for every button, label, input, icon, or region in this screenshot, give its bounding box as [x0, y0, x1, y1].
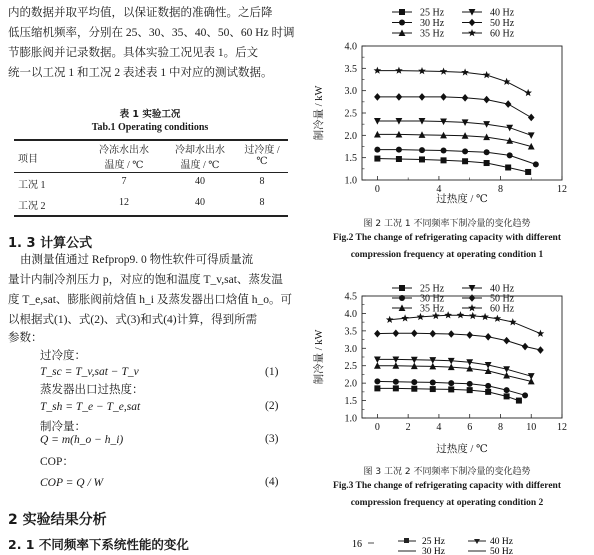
- table-bottom-rule: [14, 215, 288, 217]
- legend-marker: [399, 285, 405, 291]
- data-point: [419, 147, 425, 153]
- data-point: [440, 93, 447, 101]
- x-tick-label: 0: [374, 422, 380, 433]
- y-tick-label: 2.5: [344, 108, 357, 120]
- fig4-ytick-16: 16: [352, 539, 362, 550]
- data-point: [401, 314, 409, 321]
- fig3-caption-en-2: compression frequency at operating condition 2: [350, 498, 544, 508]
- formula-1-expr: T_sc = T_v,sat − T_v: [40, 366, 139, 378]
- x-tick-label: 0: [374, 184, 380, 195]
- table-row-2-cooling: 40: [195, 197, 205, 208]
- table-title-en: Tab.1 Operating conditions: [91, 122, 209, 133]
- data-point: [505, 100, 512, 108]
- table-header-cooling: 冷却水出水: [175, 145, 225, 156]
- table-header-subcool-unit: ℃: [256, 156, 268, 167]
- x-tick-label: 12: [557, 422, 567, 433]
- legend-label: 35 Hz: [420, 303, 445, 315]
- x-tick-label: 12: [557, 184, 567, 195]
- legend-marker: [399, 295, 405, 301]
- legend-marker: [468, 29, 476, 36]
- data-point: [430, 386, 436, 392]
- data-point: [374, 93, 381, 101]
- table-header-chilled: 冷冻水出水: [99, 145, 149, 156]
- data-point: [374, 147, 380, 153]
- formula-1-number: (1): [265, 366, 279, 378]
- formula-4-label: COP：: [40, 456, 74, 468]
- data-point: [503, 78, 511, 85]
- data-point: [386, 316, 394, 323]
- data-point: [411, 329, 418, 337]
- legend-label: 30 Hz: [420, 18, 445, 29]
- table-header-subcool: 过冷度 /: [244, 145, 280, 156]
- fig4-legend-40: 40 Hz: [490, 537, 513, 547]
- data-point: [466, 331, 473, 339]
- x-tick-label: 4: [436, 184, 442, 195]
- table-row-2-label: 工况 2: [18, 201, 46, 212]
- x-tick-label: 2: [405, 422, 411, 433]
- fig4-legend-30: 30 Hz: [422, 547, 445, 555]
- data-point: [462, 94, 469, 102]
- data-point: [448, 380, 454, 386]
- data-point: [481, 313, 489, 320]
- legend-label: 25 Hz: [420, 283, 445, 295]
- intro-line-4: 统一以工况 1 和工况 2 表述表 1 中对应的测试数据。: [8, 67, 273, 79]
- data-point: [484, 149, 490, 155]
- data-point: [396, 147, 402, 153]
- table-mid-rule: [14, 172, 288, 173]
- table-header-item: 项目: [18, 154, 38, 165]
- data-point: [429, 330, 436, 338]
- legend-label: 40 Hz: [490, 283, 515, 295]
- table-row-2-subcool: 8: [259, 197, 265, 208]
- formula-1-label: 过冷度：: [40, 350, 86, 362]
- data-point: [411, 386, 417, 392]
- figure-4-partial: [300, 530, 594, 555]
- data-point: [448, 386, 454, 392]
- chart-fig2: [300, 0, 594, 210]
- fig4-legend-25: 25 Hz: [422, 537, 445, 547]
- data-point: [393, 385, 399, 391]
- data-point: [528, 373, 535, 380]
- legend-label: 50 Hz: [490, 18, 515, 29]
- formula-3-expr: Q = m(h_o − h_i): [40, 434, 124, 446]
- fig2-caption-cn: 图 2 工况 1 不同频率下制冷量的变化趋势: [363, 219, 531, 229]
- table-row-1-cooling: 40: [195, 176, 205, 187]
- formula-3-number: (3): [265, 433, 279, 445]
- intro-line-2: 低压缩机频率，分别在 25、30、35、40、50、60 Hz 时调: [8, 27, 295, 39]
- formula-2-label: 蒸发器出口过热度：: [40, 384, 144, 396]
- section-heading-2-1: 2. 1 不同频率下系统性能的变化: [8, 537, 189, 552]
- formula-3-label: 制冷量：: [40, 421, 86, 433]
- data-point: [507, 152, 513, 158]
- y-tick-label: 3.0: [344, 86, 357, 98]
- table-row-1-subcool: 8: [259, 176, 265, 187]
- figure-2: [300, 0, 594, 270]
- x-tick-label: 6: [467, 422, 473, 433]
- figure-3: [300, 278, 594, 518]
- table-row-1-chilled: 7: [121, 176, 127, 187]
- y-tick-label: 1.5: [344, 396, 357, 408]
- legend-label: 50 Hz: [490, 293, 515, 305]
- data-point: [528, 132, 535, 139]
- data-point: [396, 93, 403, 101]
- formula-2-expr: T_sh = T_e − T_e,sat: [40, 401, 141, 413]
- intro-line-1: 内的数据并取平均值，以保证数据的准确性。之后降: [8, 7, 273, 19]
- data-point: [374, 385, 380, 391]
- data-point: [441, 148, 447, 154]
- data-point: [484, 160, 490, 166]
- data-point: [528, 114, 535, 122]
- legend-label: 30 Hz: [420, 293, 445, 305]
- data-point: [393, 379, 399, 385]
- data-point: [448, 330, 455, 338]
- chart-fig3: [300, 278, 594, 458]
- formula-2-number: (2): [265, 400, 279, 412]
- y-tick-label: 3.5: [344, 63, 357, 75]
- data-point: [504, 387, 510, 393]
- data-point: [524, 89, 532, 96]
- section-1-3-line-5: 参数：: [8, 332, 43, 344]
- legend-marker: [399, 20, 405, 26]
- data-point: [509, 318, 517, 325]
- table-header-chilled-unit: 温度 / ℃: [104, 160, 144, 171]
- fig2-caption-en-2: compression frequency at operating condition 1: [350, 250, 544, 260]
- intro-line-3: 节膨胀阀并记录数据。具体实验工况见表 1。后文: [8, 47, 259, 59]
- data-point: [374, 330, 381, 338]
- formula-4-number: (4): [265, 476, 279, 488]
- data-point: [411, 379, 417, 385]
- y-tick-label: 2.0: [344, 378, 357, 390]
- plot-frame: [362, 46, 562, 180]
- data-point: [505, 164, 511, 170]
- legend-label: 25 Hz: [420, 7, 445, 19]
- y-tick-label: 3.0: [344, 343, 357, 355]
- data-point: [537, 346, 544, 354]
- x-tick-label: 10: [526, 422, 537, 433]
- legend-marker: [399, 9, 405, 15]
- y-tick-label: 2.5: [344, 361, 357, 373]
- section-1-3-line-4: 以根据式(1)、式(2)、式(3)和式(4)计算，得到所需: [8, 314, 258, 326]
- legend-label: 60 Hz: [490, 28, 515, 40]
- section-heading-1-3: 1. 3 计算公式: [8, 236, 93, 251]
- x-tick-label: 8: [497, 422, 503, 433]
- data-point: [440, 67, 448, 74]
- data-point: [374, 378, 380, 384]
- data-point: [419, 93, 426, 101]
- data-point: [395, 67, 403, 74]
- y-tick-label: 4.0: [344, 308, 357, 320]
- fig4-legend-marker-25: [404, 538, 409, 543]
- section-1-3-line-2: 量计内制冷剂压力 p，对应的饱和温度 T_v,sat、蒸发温: [8, 274, 283, 286]
- series-line-50hz: [377, 333, 540, 350]
- data-point: [469, 312, 477, 319]
- y-axis-label: 制冷量 / kW: [314, 329, 325, 385]
- data-point: [522, 343, 529, 351]
- legend-marker: [468, 304, 476, 311]
- data-point: [504, 393, 510, 399]
- data-point: [483, 71, 491, 78]
- data-point: [430, 379, 436, 385]
- data-point: [462, 148, 468, 154]
- section-heading-2: 2 实验结果分析: [8, 512, 107, 528]
- data-point: [525, 169, 531, 175]
- y-tick-label: 1.0: [344, 175, 357, 187]
- table-header-cooling-unit: 温度 / ℃: [180, 160, 220, 171]
- x-axis-label: 过热度 / ℃: [436, 194, 488, 205]
- data-point: [503, 337, 510, 345]
- y-tick-label: 4.0: [344, 41, 357, 53]
- data-point: [467, 381, 473, 387]
- data-point: [516, 398, 522, 404]
- data-point: [441, 157, 447, 163]
- x-tick-label: 8: [497, 184, 503, 195]
- data-point: [537, 330, 545, 337]
- legend-label: 60 Hz: [490, 303, 515, 315]
- data-point: [485, 333, 492, 341]
- data-point: [418, 67, 426, 74]
- data-point: [494, 315, 502, 322]
- x-tick-label: 4: [436, 422, 442, 433]
- legend-label: 35 Hz: [420, 28, 445, 40]
- legend-marker: [469, 294, 476, 302]
- data-point: [485, 389, 491, 395]
- data-point: [457, 311, 465, 318]
- data-point: [533, 161, 539, 167]
- series-line-60hz: [390, 315, 541, 333]
- y-axis-label: 制冷量 / kW: [314, 85, 325, 141]
- y-tick-label: 1.0: [344, 413, 357, 425]
- x-axis-label: 过热度 / ℃: [436, 444, 488, 455]
- data-point: [483, 96, 490, 104]
- data-point: [444, 311, 452, 318]
- fig3-caption-en-1: Fig.3 The change of refrigerating capacity with different: [333, 481, 561, 491]
- fig4-legend-50: 50 Hz: [490, 547, 513, 555]
- data-point: [374, 156, 380, 162]
- data-point: [393, 329, 400, 337]
- data-point: [467, 387, 473, 393]
- y-tick-label: 2.0: [344, 130, 357, 142]
- formula-4-expr: COP = Q / W: [40, 477, 104, 489]
- fig3-caption-cn: 图 3 工况 2 不同频率下制冷量的变化趋势: [363, 467, 531, 477]
- y-tick-label: 4.5: [344, 291, 357, 303]
- y-tick-label: 1.5: [344, 153, 357, 165]
- fig2-caption-en-1: Fig.2 The change of refrigerating capacity with different: [333, 233, 561, 243]
- data-point: [522, 392, 528, 398]
- data-point: [462, 158, 468, 164]
- legend-label: 40 Hz: [490, 7, 515, 19]
- data-point: [485, 383, 491, 389]
- legend-marker: [469, 19, 476, 27]
- table-row-1-label: 工况 1: [18, 180, 46, 191]
- data-point: [374, 67, 382, 74]
- section-1-3-line-3: 度 T_e,sat、膨胀阀前焓值 h_i 及蒸发器出口焓值 h_o。可: [8, 294, 292, 306]
- table-title-cn: 表 1 实验工况: [119, 109, 181, 120]
- section-1-3-line-1: 由测量值通过 Refprop9. 0 物性软件可得质量流: [20, 254, 254, 266]
- data-point: [419, 156, 425, 162]
- data-point: [461, 68, 469, 75]
- y-tick-label: 3.5: [344, 326, 357, 338]
- table-row-2-chilled: 12: [119, 197, 129, 208]
- data-point: [396, 156, 402, 162]
